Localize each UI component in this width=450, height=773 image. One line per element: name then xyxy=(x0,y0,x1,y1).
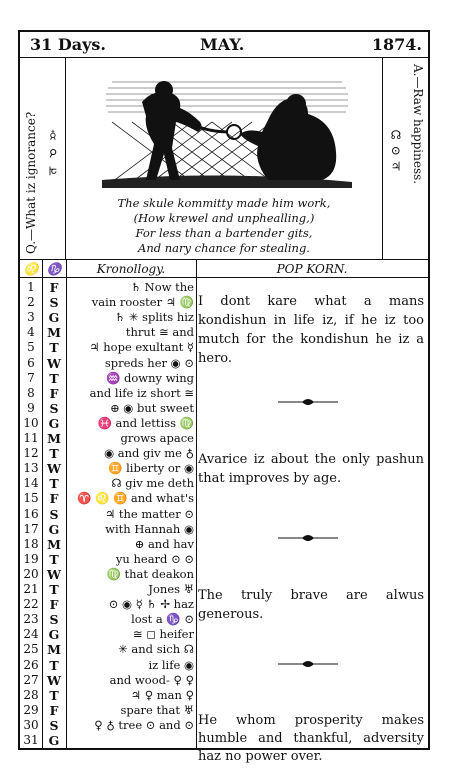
kronollogy-entry: ♈ ♌ ♊ and what's xyxy=(77,491,194,506)
day-number: 30 xyxy=(23,717,39,732)
kronollogy-entry: thrut ≅ and xyxy=(125,325,194,340)
weekday-letter: G xyxy=(48,627,60,643)
sun-sign-header: ♌ xyxy=(20,260,42,278)
day-number: 5 xyxy=(27,340,35,355)
weekday-letter: M xyxy=(47,536,61,552)
ornament-divider xyxy=(278,660,338,668)
day-row xyxy=(20,416,196,432)
day-row xyxy=(20,325,196,341)
question-panel xyxy=(20,58,66,260)
answer-panel xyxy=(382,58,428,260)
almanac-page xyxy=(18,30,430,764)
day-number: 13 xyxy=(23,461,39,476)
day-row xyxy=(20,597,196,613)
day-number: 22 xyxy=(23,597,39,612)
day-number: 19 xyxy=(23,551,39,566)
month-title: MAY. xyxy=(200,35,245,54)
day-row xyxy=(20,431,196,447)
kronollogy-entry: lost a ♑ ⊙ xyxy=(131,612,194,627)
weekday-letter: F xyxy=(49,385,59,401)
day-number: 8 xyxy=(27,385,35,400)
kronollogy-entry: spreds her ◉ ⊙ xyxy=(104,355,194,370)
kronollogy-entry: ♀ ♁ tree ⊙ and ⊙ xyxy=(94,717,194,732)
day-row xyxy=(20,612,196,628)
kronollogy-entry: ☊ giv me deth xyxy=(111,476,194,491)
kronollogy-entry: with Hannah ◉ xyxy=(105,521,194,536)
day-row xyxy=(20,340,196,356)
day-row xyxy=(20,537,196,553)
calendar-table xyxy=(20,260,428,764)
day-number: 23 xyxy=(23,612,39,627)
kronollogy-entry: ≅ ◻ heifer xyxy=(133,627,194,642)
kronollogy-entry: grows apace xyxy=(120,431,194,445)
day-row xyxy=(20,688,196,704)
day-number: 20 xyxy=(23,566,39,581)
pop-korn-header: POP KORN. xyxy=(196,260,428,278)
weekday-letter: T xyxy=(49,687,59,703)
weekday-letter: S xyxy=(49,717,59,733)
day-row xyxy=(20,627,196,643)
woodcut-illustration xyxy=(72,62,376,192)
day-number: 9 xyxy=(27,400,35,415)
day-row xyxy=(20,491,196,507)
weekday-letter: T xyxy=(49,476,59,492)
day-row xyxy=(20,295,196,311)
kronollogy-entry: yu heard ⊙ ⊙ xyxy=(115,551,194,566)
kronollogy-entry: ♄ ✳ splits hiz xyxy=(114,310,194,325)
weekday-letter: W xyxy=(46,355,62,371)
pop-korn-saying: He whom prosperity makes humble and thankful, adversity haz no power over. xyxy=(198,713,424,764)
pop-korn-saying: I dont kare what a mans kondishun in life iz, if he iz too mutch for the kondishun he iz a hero. xyxy=(198,294,424,366)
weekday-letter: S xyxy=(49,506,59,522)
day-number: 11 xyxy=(23,431,39,445)
weekday-letter: W xyxy=(46,461,62,477)
weekday-letter: W xyxy=(46,672,62,688)
weekday-letter: T xyxy=(49,370,59,386)
weekday-letter: F xyxy=(49,597,59,613)
pop-korn-saying: The truly brave are alwus generous. xyxy=(198,588,424,622)
day-row xyxy=(20,476,196,492)
day-row xyxy=(20,718,196,734)
kronollogy-entry: ♄ Now the xyxy=(130,280,194,294)
weekday-letter: M xyxy=(47,431,61,446)
ornament-divider xyxy=(278,534,338,542)
verse-line: The skule kommitty made him work, xyxy=(117,196,331,210)
day-number: 3 xyxy=(27,310,35,325)
day-number: 25 xyxy=(23,642,39,657)
question-symbols: ♃ ☌ ☿ xyxy=(46,128,60,178)
year: 1874. xyxy=(371,35,422,54)
weekday-letter: T xyxy=(49,582,59,597)
verse-line: And nary chance for stealing. xyxy=(138,241,310,255)
day-number: 27 xyxy=(23,672,39,687)
verse-line: (How krewel and unphealling,) xyxy=(133,211,315,225)
day-row xyxy=(20,280,196,296)
weekday-letter: T xyxy=(49,657,59,673)
weekday-letter: S xyxy=(49,612,59,628)
day-number: 18 xyxy=(23,536,39,551)
day-number: 14 xyxy=(23,476,39,491)
weekday-letter: F xyxy=(49,280,59,295)
day-row xyxy=(20,446,196,462)
weekday-letter: G xyxy=(48,521,60,537)
page-header xyxy=(20,32,428,58)
weekday-letter: S xyxy=(49,295,59,311)
day-row xyxy=(20,401,196,417)
day-number: 26 xyxy=(23,657,39,672)
weekday-letter: T xyxy=(49,446,59,462)
day-row xyxy=(20,371,196,387)
weekday-letter: G xyxy=(48,733,60,748)
day-number: 10 xyxy=(23,415,39,430)
verse-line: For less than a bartender gits, xyxy=(135,226,313,240)
weekday-letter: M xyxy=(47,642,61,658)
kronollogy-entry: ♒ downy wing xyxy=(106,370,194,385)
day-row xyxy=(20,522,196,538)
day-number: 2 xyxy=(27,295,35,310)
day-row xyxy=(20,567,196,583)
kronollogy-entry: spare that ♅ xyxy=(120,702,194,717)
weekday-letter: F xyxy=(49,491,59,507)
weekday-letter: G xyxy=(48,310,60,326)
day-number: 7 xyxy=(27,370,35,385)
day-number: 1 xyxy=(27,280,35,294)
day-number: 31 xyxy=(23,733,39,747)
weekday-letter: M xyxy=(47,325,61,341)
kronollogy-entry: iz life ◉ xyxy=(148,657,194,672)
day-number: 29 xyxy=(23,702,39,717)
weekday-letter: F xyxy=(49,702,59,718)
weekday-letter: T xyxy=(49,551,59,567)
kronollogy-entry: ⊙ ◉ ☿ ♄ ✢ haz xyxy=(108,597,194,612)
kronollogy-entry: ♃ the matter ⊙ xyxy=(104,506,194,521)
kronollogy-entry: vain rooster ♃ ♍ xyxy=(91,295,194,310)
day-number: 28 xyxy=(23,687,39,702)
day-row xyxy=(20,461,196,477)
day-number: 16 xyxy=(23,506,39,521)
day-row xyxy=(20,642,196,658)
moon-sign-header: ♑ xyxy=(42,260,66,278)
kronollogy-entry: ♓ and lettiss ♍ xyxy=(97,415,194,430)
day-row xyxy=(20,356,196,372)
kronollogy-entry: and wood- ♀ ♀ xyxy=(109,672,194,687)
kronollogy-entry: Jones ♅ xyxy=(148,582,194,596)
day-row xyxy=(20,703,196,719)
day-row xyxy=(20,310,196,326)
weekday-letter: W xyxy=(46,566,62,582)
day-number: 6 xyxy=(27,355,35,370)
kronollogy-entry: ⊕ and hav xyxy=(134,536,194,551)
answer-symbols: ☊ ⊙ ♃ xyxy=(389,128,403,174)
column-divider xyxy=(196,260,197,748)
days-count: 31 Days. xyxy=(30,35,106,54)
day-row xyxy=(20,552,196,568)
weekday-letter: G xyxy=(48,415,60,431)
day-number: 17 xyxy=(23,521,39,536)
day-row xyxy=(20,733,196,749)
day-row xyxy=(20,582,196,598)
kronollogy-entry: ♊ liberty or ◉ xyxy=(108,461,194,476)
kronollogy-entry: ♍ that deakon xyxy=(106,566,194,581)
banner xyxy=(20,58,428,260)
verse xyxy=(72,196,376,256)
kronollogy-entry: and life iz short ≅ xyxy=(89,385,194,400)
day-row xyxy=(20,507,196,523)
kronollogy-entry: ◉ and giv me ♁ xyxy=(104,446,194,461)
day-row xyxy=(20,673,196,689)
kronollogy-entry: ✳ and sich ☊ xyxy=(118,642,194,657)
day-number: 4 xyxy=(27,325,35,340)
kronollogy-header: Kronollogy. xyxy=(66,260,196,278)
day-row xyxy=(20,386,196,402)
ornament-divider xyxy=(278,398,338,406)
day-number: 12 xyxy=(23,446,39,461)
weekday-letter: T xyxy=(49,340,59,356)
question-text: Q.—What iz ignorance? xyxy=(24,111,38,254)
day-row xyxy=(20,658,196,674)
kronollogy-entry: ♃ ♀ man ♀ xyxy=(130,687,194,702)
day-number: 21 xyxy=(23,582,39,596)
pop-korn-saying: Avarice iz about the only pashun that improves by age. xyxy=(198,452,424,486)
kronollogy-entry: ⊕ ◉ but sweet xyxy=(109,400,194,415)
kronollogy-entry: ♃ hope exultant ☿ xyxy=(89,340,194,355)
weekday-letter: S xyxy=(49,400,59,416)
day-number: 15 xyxy=(23,491,39,506)
answer-text: A.—Raw happiness. xyxy=(411,64,425,185)
day-number: 24 xyxy=(23,627,39,642)
